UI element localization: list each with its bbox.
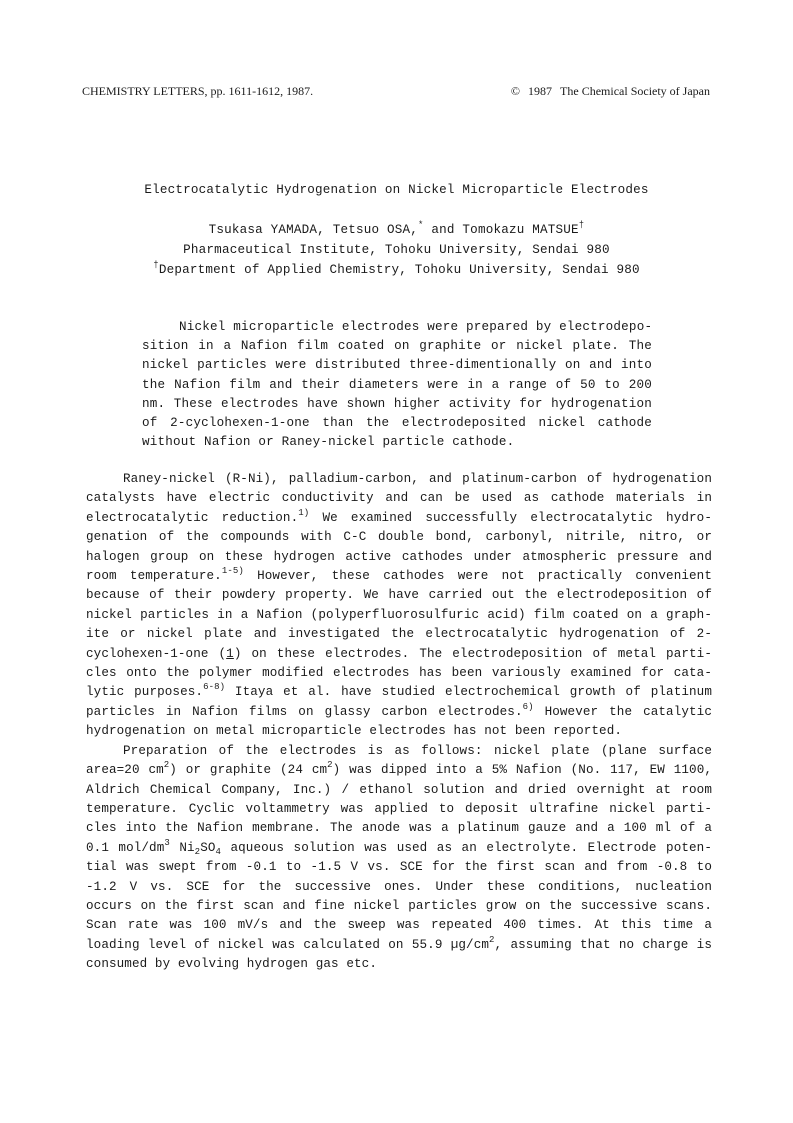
text-line: ite or nickel plate and investigated the electrocatalytic hydrogenation of 2- — [86, 627, 712, 642]
paper-title: Electrocatalytic Hydrogenation on Nickel Microparticle Electrodes — [144, 183, 649, 197]
text-line: loading level of nickel was calculated on 55.9 $\mu g/cm^2$, assuming that no charge is — [86, 934, 712, 952]
text-line: hydrogenation on metal microparticle electrodes has not been reported. — [86, 724, 623, 739]
text-line: Aldrich Chemical Company, Inc.) / ethanol solution and dried overnight at room — [86, 782, 712, 797]
abstract — [142, 318, 652, 452]
body-text — [86, 470, 712, 975]
text-line: genation of the compounds with C-C double bond, carbonyl, nitrile, nitro, or — [86, 530, 712, 545]
paragraph-intro — [86, 470, 712, 742]
text-line: Preparation of the electrodes is as follows: nickel plate (plane surface — [123, 743, 712, 758]
author-names: Tsukasa YAMADA, Tetsuo OSA,* and Tomokazu MATSUE† — [208, 220, 585, 237]
text-line: electrocatalytic reduction.$^{1)}$ We examined successfully electrocatalytic hydro- — [86, 507, 712, 525]
text-line: cyclohexen-1-one (1) on these electrodes. The electrodeposition of metal parti- — [86, 646, 712, 661]
text-line: 0.1 mol/$dm^3$ $Ni_2SO_4$ aqueous solution was used as an electrolyte. Electrode poten- — [86, 837, 712, 857]
abstract-line: nm. These electrodes have shown higher activity for hydrogenation — [142, 396, 652, 411]
text-line: -1.2 V vs. SCE for the successive ones. Under these conditions, nucleation — [86, 879, 712, 894]
compound-number: 1 — [226, 646, 234, 661]
citation-ref: 1) — [298, 507, 310, 518]
text-line: catalysts have electric conductivity and can be used as cathode materials in — [86, 491, 712, 506]
affiliation-2: †Department of Applied Chemistry, Tohoku University, Sendai 980 — [153, 260, 640, 277]
citation-ref: 6-8) — [203, 682, 226, 693]
text-line: nickel particles in a Nafion (polyperfluorosulfuric acid) film coated on a graph- — [86, 607, 712, 622]
abstract-line: without Nafion or Raney-nickel particle cathode. — [142, 435, 515, 450]
abstract-line: the Nafion film and their diameters were in a range of 50 to 200 — [142, 377, 652, 392]
text-line: particles in Nafion films on glassy carbon electrodes.$^{6)}$ However the catalytic — [86, 701, 712, 719]
text-line: Raney-nickel (R-Ni), palladium-carbon, and platinum-carbon of hydrogenation — [123, 472, 712, 486]
text-line: room temperature.$^{1-5)}$ However, these cathodes were not practically convenient — [86, 566, 712, 584]
author-block — [0, 220, 793, 280]
abstract-line: of 2-cyclohexen-1-one than the electrodeposited nickel cathode — [142, 416, 652, 431]
citation-ref: 1-5) — [221, 566, 244, 577]
copyright-symbol: © — [510, 84, 521, 98]
text-line: area=20 $cm^2$) or graphite (24 $cm^2$) was dipped into a 5% Nafion (No. 117, EW 1100, — [86, 760, 713, 778]
journal-citation: CHEMISTRY LETTERS, pp. 1611-1612, 1987. — [82, 84, 314, 98]
copyright-line — [503, 83, 710, 99]
corresponding-mark: * — [418, 220, 424, 230]
dagger-mark: † — [153, 260, 159, 270]
running-header — [82, 83, 710, 99]
text-line: because of their powdery property. We have carried out the electrodeposition of — [86, 588, 712, 603]
text-line: cles onto the polymer modified electrodes has been variously examined for cata- — [86, 666, 712, 681]
copyright-year: 1987 — [528, 84, 553, 98]
text-line: occurs on the first scan and fine nickel particles grow on the successive scans. — [86, 898, 712, 913]
citation-ref: 6) — [522, 701, 534, 712]
abstract-line: Nickel microparticle electrodes were prepared by electrodepo- — [179, 320, 653, 334]
affiliation-1: Pharmaceutical Institute, Tohoku University, Sendai 980 — [183, 243, 610, 257]
dagger-mark: † — [578, 220, 585, 230]
paragraph-preparation — [86, 742, 712, 975]
abstract-line: sition in a Nafion film coated on graphite or nickel plate. The — [142, 339, 652, 354]
publisher-name: The Chemical Society of Japan — [560, 84, 710, 98]
text-line: consumed by evolving hydrogen gas etc. — [86, 957, 377, 972]
text-line: tial was swept from -0.1 to -1.5 V vs. SCE for the first scan and from -0.8 to — [86, 860, 712, 875]
abstract-line: nickel particles were distributed three-dimentionally on and into — [142, 358, 652, 373]
text-line: temperature. Cyclic voltammetry was applied to deposit ultrafine nickel parti- — [86, 801, 712, 816]
text-line: lytic purposes.$^{6-8)}$ Itaya et al. have studied electrochemical growth of platinum — [86, 682, 712, 700]
text-line: cles into the Nafion membrane. The anode was a platinum gauze and a 100 ml of a — [86, 821, 712, 836]
text-line: Scan rate was 100 mV/s and the sweep was repeated 400 times. At this time a — [86, 918, 712, 933]
text-line: halogen group on these hydrogen active cathodes under atmospheric pressure and — [86, 549, 712, 564]
